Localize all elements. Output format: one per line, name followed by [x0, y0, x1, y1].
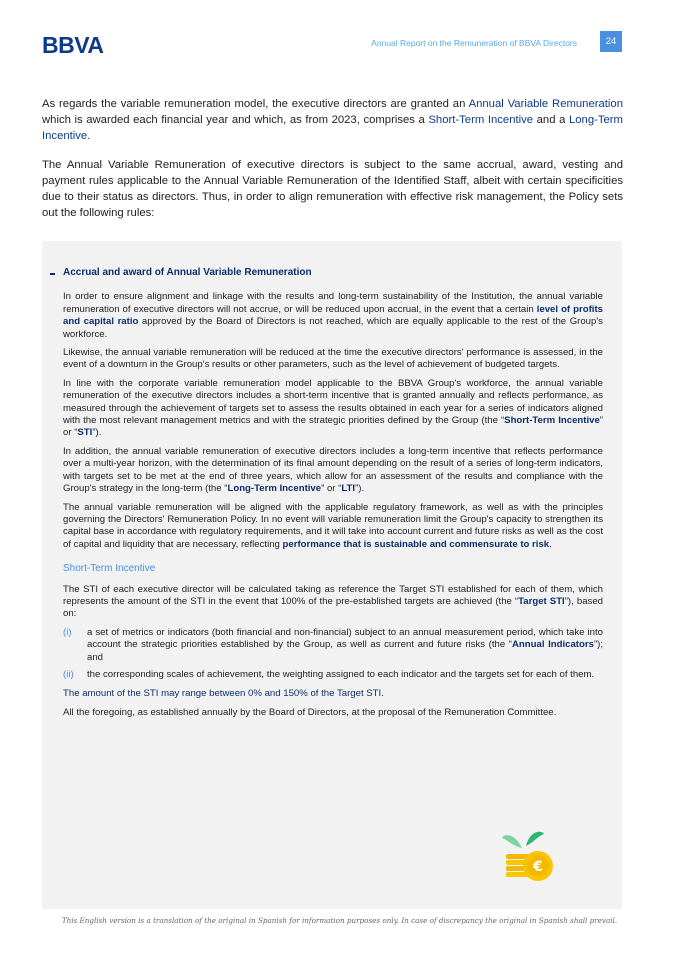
- rules-content: [63, 267, 603, 725]
- intro-paragraph-2: The Annual Variable Remuneration of executive directors is subject to the same accrual, award, vesting and payment rules applicable to the Annual Variable Remuneration of the Identified Staff, albeit with certain specificities due to their status as directors. Thus, in order to align remuneration with effective risk management, the Policy sets out the following rules:: [42, 159, 623, 219]
- box-paragraph-3: In line with the corporate variable remuneration model applicable to the BBVA Group's workforce, the annual variable remuneration of the executive directors includes a short-term incentive that is granted annually and reflects performance, as measured through the achievement of targets set to assess the results obtained in each year for a series of indicators aligned with the most relevant management metrics and with the strategic priorities defined by the Group (the “Short-Term Incentive” or “STI”).: [63, 377, 603, 439]
- bbva-logo: [42, 34, 120, 61]
- logo-text: BBVA: [42, 34, 104, 56]
- box-paragraph-4: In addition, the annual variable remuneration of executive directors includes a long-term incentive that reflects performance over a multi-year horizon, with the determination of its final amount depending on the result of a series of long-term indicators, with targets set to be met at the end of three years, which allow for an assessment of the results and compliance with the Group's strategy in the long-term (the “Long-Term Incentive” or “LTI”).: [63, 445, 603, 495]
- list-item-number: (ii): [63, 668, 74, 680]
- intro-paragraph-1: As regards the variable remuneration model, the executive directors are granted an Annual Variable Remuneration which is awarded each financial year and which, as from 2023, comprises a Short-Term Incentive and a Long-Term Incentive.: [42, 98, 623, 142]
- page-number: 24: [600, 31, 622, 52]
- box-paragraph-8: All the foregoing, as established annually by the Board of Directors, at the proposal of the Remuneration Committee.: [63, 706, 557, 718]
- sti-range-statement: The amount of the STI may range between 0% and 150% of the Target STI.: [63, 688, 384, 700]
- list-item-number: (i): [63, 626, 72, 638]
- list-item: (ii) the corresponding scales of achievement, the weighting assigned to each indicator and the targets set for each of them.: [63, 668, 595, 680]
- report-title: Annual Report on the Remuneration of BBVA Directors: [371, 38, 577, 48]
- box-paragraph-6: The STI of each executive director will be calculated taking as reference the Target STI established for each of them, which represents the amount of the STI in the event that 100% of the pre-established targets are achieved (the “Target STI”), based on:: [63, 583, 603, 620]
- box-paragraph-1: In order to ensure alignment and linkage with the results and long-term sustainability of the Institution, the annual variable remuneration of executive directors will not accrue, or will be reduced upon accrual, in the event that a certain level of profits and capital ratio approved by the Board of Directors is not reached, which are equally applicable to the rest of the Group's workforce.: [63, 291, 603, 340]
- box-paragraph-2: Likewise, the annual variable remuneration will be reduced at the time the executive directors' performance is assessed, in the event of a downturn in the Group's results or other parameters, such as the level of achievement of budgeted targets.: [63, 347, 603, 371]
- short-term-incentive-term: Short-Term Incentive: [428, 114, 534, 126]
- rules-box: [42, 241, 622, 909]
- leaf-icon: [526, 832, 544, 846]
- svg-text:€: €: [533, 859, 543, 875]
- list-item: (i) a set of metrics or indicators (both financial and non-financial) subject to an annual measurement period, which take into account the strategic priorities established by the Group, as well as current and future risks (the “Annual Indicators”); and: [63, 626, 603, 663]
- leaf-icon: [502, 835, 522, 848]
- footer-disclaimer: This English version is a translation of the original in Spanish for information purposes only. In case of discrepancy the original in Spanish shall prevail.: [61, 916, 618, 925]
- coins-plant-illustration: [500, 828, 560, 891]
- bullet-title: Accrual and award of Annual Variable Remuneration: [63, 267, 603, 279]
- short-term-incentive-heading: Short-Term Incentive: [63, 563, 156, 575]
- long-term-incentive-term: Long-Term Incentive: [42, 114, 623, 142]
- intro-section: [42, 96, 623, 234]
- annual-variable-remuneration-term: Annual Variable Remuneration: [468, 98, 623, 110]
- box-paragraph-5: The annual variable remuneration will be aligned with the applicable regulatory framework, as well as with the principles governing the Directors' Remuneration Policy. In no event will variable remuneration limit the Group's capacity to strengthen its capital base in accordance with regulatory requirements, and it will take into account current and future risks as well as the cost of capital and liquidity that are necessary, reflecting performance that is sustainable and commensurate to risk.: [63, 501, 603, 550]
